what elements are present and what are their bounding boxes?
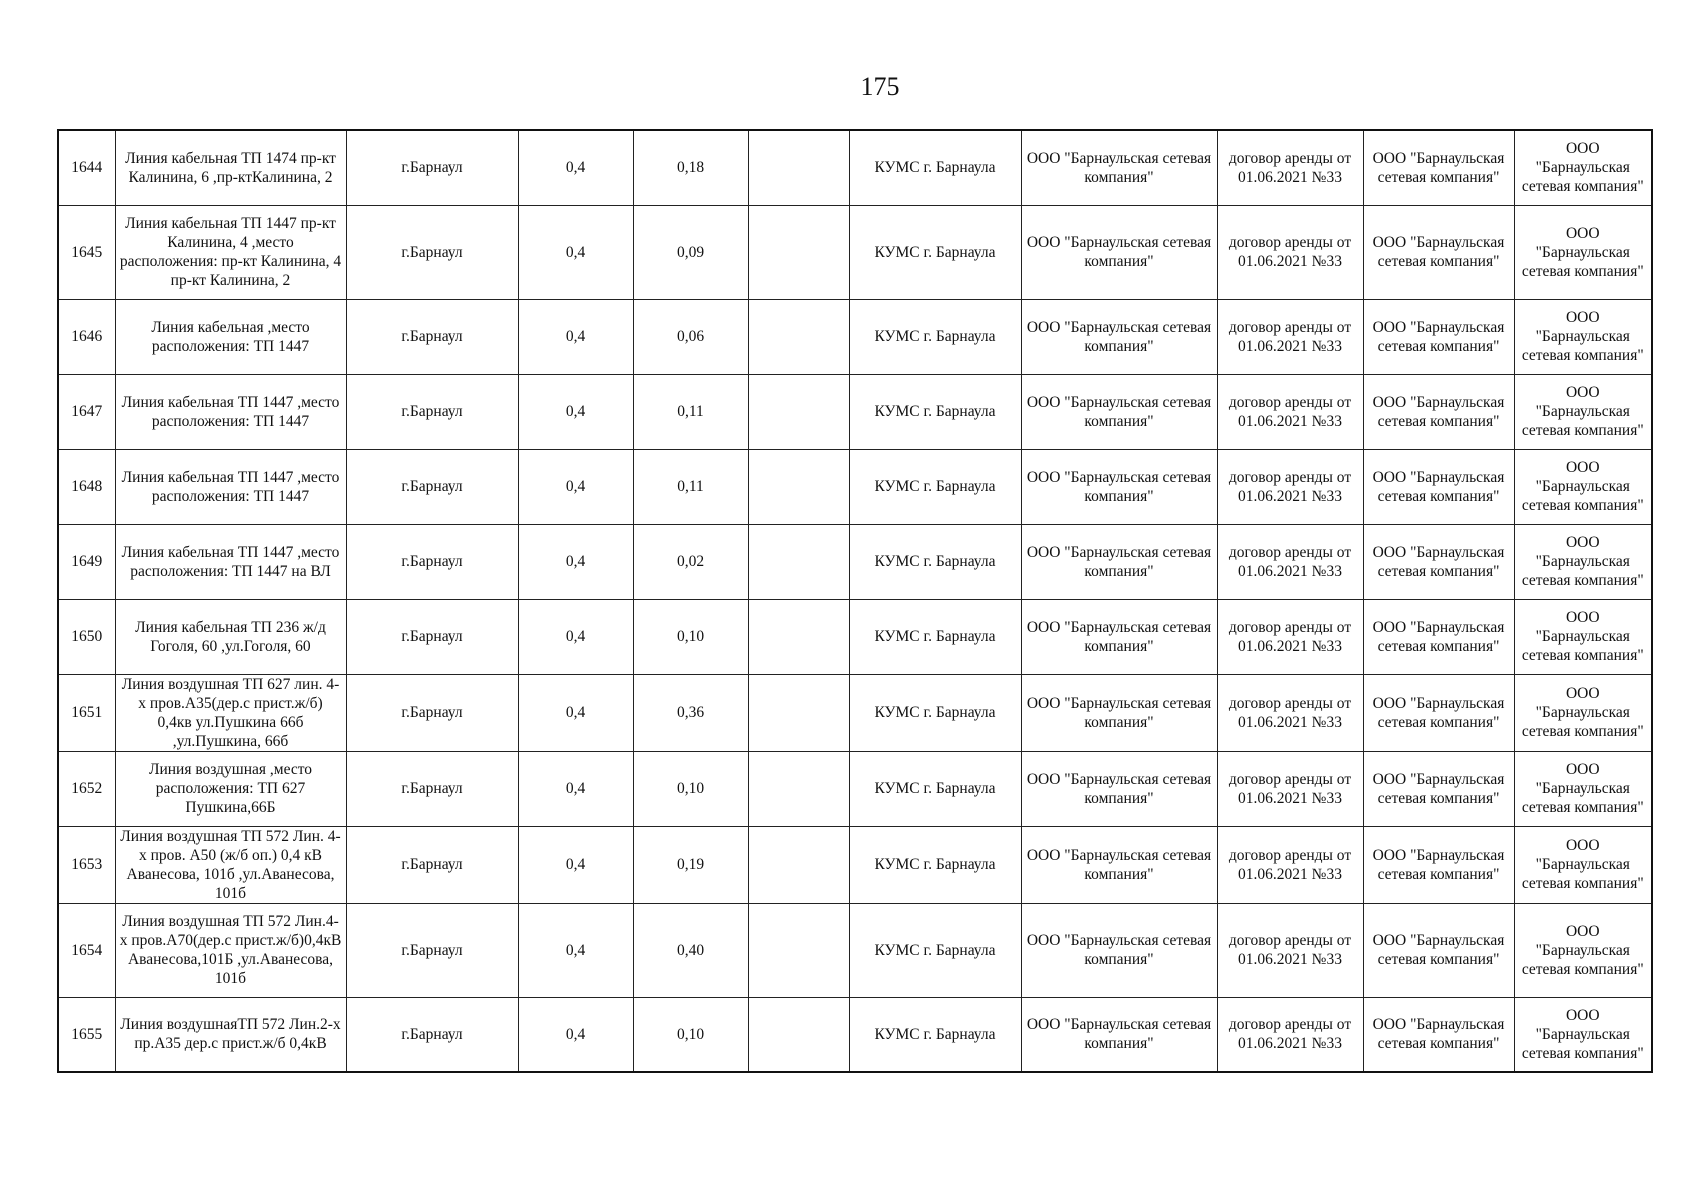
cell-voltage: 0,4 (518, 751, 633, 826)
cell-voltage: 0,4 (518, 599, 633, 674)
table-row (58, 130, 1652, 205)
cell-voltage: 0,4 (518, 130, 633, 205)
cell-operator: ООО "Барнаульская сетевая компания" (1514, 449, 1652, 524)
cell-length: 0,10 (633, 599, 748, 674)
cell-user: ООО "Барнаульская сетевая компания" (1363, 997, 1514, 1072)
cell-city: г.Барнаул (346, 205, 518, 299)
cell-num: 1650 (58, 599, 115, 674)
cell-basis: договор аренды от 01.06.2021 №33 (1217, 524, 1363, 599)
cell-empty (748, 299, 849, 374)
cell-empty (748, 751, 849, 826)
cell-name: Линия кабельная ТП 1447 пр-кт Калинина, 4 ,место расположения: пр-кт Калинина, 4 пр-кт Калинина, 2 (115, 205, 346, 299)
cell-voltage: 0,4 (518, 903, 633, 997)
cell-holder: ООО "Барнаульская сетевая компания" (1021, 524, 1217, 599)
cell-city: г.Барнаул (346, 449, 518, 524)
cell-holder: ООО "Барнаульская сетевая компания" (1021, 997, 1217, 1072)
cell-user: ООО "Барнаульская сетевая компания" (1363, 599, 1514, 674)
cell-num: 1653 (58, 826, 115, 903)
cell-num: 1644 (58, 130, 115, 205)
cell-user: ООО "Барнаульская сетевая компания" (1363, 674, 1514, 751)
cell-length: 0,36 (633, 674, 748, 751)
cell-operator: ООО "Барнаульская сетевая компания" (1514, 751, 1652, 826)
cell-length: 0,09 (633, 205, 748, 299)
cell-num: 1655 (58, 997, 115, 1072)
cell-owner: КУМС г. Барнаула (849, 205, 1021, 299)
registry-table (57, 129, 1653, 1073)
cell-name: Линия кабельная ,место расположения: ТП 1447 (115, 299, 346, 374)
cell-city: г.Барнаул (346, 299, 518, 374)
table-row (58, 599, 1652, 674)
cell-owner: КУМС г. Барнаула (849, 374, 1021, 449)
cell-empty (748, 374, 849, 449)
cell-length: 0,06 (633, 299, 748, 374)
cell-num: 1648 (58, 449, 115, 524)
cell-basis: договор аренды от 01.06.2021 №33 (1217, 674, 1363, 751)
cell-operator: ООО "Барнаульская сетевая компания" (1514, 599, 1652, 674)
cell-name: Линия кабельная ТП 1447 ,место расположения: ТП 1447 (115, 449, 346, 524)
cell-name: Линия воздушная ТП 572 Лин. 4-х пров. А50 (ж/б оп.) 0,4 кВ Аванесова, 101б ,ул.Аванесова, 101б (115, 826, 346, 903)
cell-holder: ООО "Барнаульская сетевая компания" (1021, 130, 1217, 205)
cell-city: г.Барнаул (346, 599, 518, 674)
cell-operator: ООО "Барнаульская сетевая компания" (1514, 205, 1652, 299)
cell-voltage: 0,4 (518, 205, 633, 299)
cell-name: Линия воздушная ТП 627 лин. 4-х пров.А35(дер.с прист.ж/б) 0,4кв ул.Пушкина 66б ,ул.Пушкина, 66б (115, 674, 346, 751)
cell-basis: договор аренды от 01.06.2021 №33 (1217, 751, 1363, 826)
cell-name: Линия кабельная ТП 1447 ,место расположения: ТП 1447 (115, 374, 346, 449)
cell-user: ООО "Барнаульская сетевая компания" (1363, 299, 1514, 374)
cell-operator: ООО "Барнаульская сетевая компания" (1514, 674, 1652, 751)
cell-num: 1646 (58, 299, 115, 374)
cell-holder: ООО "Барнаульская сетевая компания" (1021, 751, 1217, 826)
cell-voltage: 0,4 (518, 449, 633, 524)
table-row (58, 997, 1652, 1072)
cell-city: г.Барнаул (346, 903, 518, 997)
cell-user: ООО "Барнаульская сетевая компания" (1363, 449, 1514, 524)
cell-length: 0,19 (633, 826, 748, 903)
cell-empty (748, 903, 849, 997)
table-row (58, 903, 1652, 997)
cell-operator: ООО "Барнаульская сетевая компания" (1514, 903, 1652, 997)
cell-basis: договор аренды от 01.06.2021 №33 (1217, 599, 1363, 674)
cell-num: 1651 (58, 674, 115, 751)
cell-basis: договор аренды от 01.06.2021 №33 (1217, 997, 1363, 1072)
cell-operator: ООО "Барнаульская сетевая компания" (1514, 299, 1652, 374)
cell-voltage: 0,4 (518, 524, 633, 599)
cell-voltage: 0,4 (518, 299, 633, 374)
cell-owner: КУМС г. Барнаула (849, 903, 1021, 997)
cell-city: г.Барнаул (346, 751, 518, 826)
cell-basis: договор аренды от 01.06.2021 №33 (1217, 299, 1363, 374)
cell-empty (748, 524, 849, 599)
cell-city: г.Барнаул (346, 674, 518, 751)
table-row (58, 374, 1652, 449)
cell-empty (748, 599, 849, 674)
table-row (58, 449, 1652, 524)
cell-voltage: 0,4 (518, 374, 633, 449)
cell-name: Линия кабельная ТП 1447 ,место расположения: ТП 1447 на ВЛ (115, 524, 346, 599)
cell-holder: ООО "Барнаульская сетевая компания" (1021, 903, 1217, 997)
cell-length: 0,40 (633, 903, 748, 997)
table-row (58, 205, 1652, 299)
cell-length: 0,18 (633, 130, 748, 205)
cell-holder: ООО "Барнаульская сетевая компания" (1021, 826, 1217, 903)
cell-length: 0,02 (633, 524, 748, 599)
cell-basis: договор аренды от 01.06.2021 №33 (1217, 826, 1363, 903)
cell-user: ООО "Барнаульская сетевая компания" (1363, 130, 1514, 205)
cell-voltage: 0,4 (518, 997, 633, 1072)
cell-length: 0,10 (633, 751, 748, 826)
cell-name: Линия воздушнаяТП 572 Лин.2-х пр.А35 дер.с прист.ж/б 0,4кВ (115, 997, 346, 1072)
cell-empty (748, 130, 849, 205)
cell-user: ООО "Барнаульская сетевая компания" (1363, 205, 1514, 299)
cell-city: г.Барнаул (346, 997, 518, 1072)
cell-user: ООО "Барнаульская сетевая компания" (1363, 374, 1514, 449)
cell-holder: ООО "Барнаульская сетевая компания" (1021, 599, 1217, 674)
cell-length: 0,11 (633, 374, 748, 449)
cell-voltage: 0,4 (518, 674, 633, 751)
page-number: 175 (860, 72, 900, 101)
cell-empty (748, 826, 849, 903)
cell-owner: КУМС г. Барнаула (849, 751, 1021, 826)
table-row (58, 299, 1652, 374)
cell-owner: КУМС г. Барнаула (849, 299, 1021, 374)
cell-user: ООО "Барнаульская сетевая компания" (1363, 903, 1514, 997)
cell-holder: ООО "Барнаульская сетевая компания" (1021, 299, 1217, 374)
cell-operator: ООО "Барнаульская сетевая компания" (1514, 997, 1652, 1072)
cell-city: г.Барнаул (346, 130, 518, 205)
cell-owner: КУМС г. Барнаула (849, 826, 1021, 903)
table-row (58, 524, 1652, 599)
cell-holder: ООО "Барнаульская сетевая компания" (1021, 374, 1217, 449)
cell-user: ООО "Барнаульская сетевая компания" (1363, 751, 1514, 826)
cell-user: ООО "Барнаульская сетевая компания" (1363, 524, 1514, 599)
cell-city: г.Барнаул (346, 374, 518, 449)
cell-empty (748, 674, 849, 751)
cell-holder: ООО "Барнаульская сетевая компания" (1021, 449, 1217, 524)
table-row (58, 826, 1652, 903)
cell-length: 0,11 (633, 449, 748, 524)
cell-num: 1645 (58, 205, 115, 299)
cell-holder: ООО "Барнаульская сетевая компания" (1021, 205, 1217, 299)
cell-basis: договор аренды от 01.06.2021 №33 (1217, 449, 1363, 524)
cell-owner: КУМС г. Барнаула (849, 674, 1021, 751)
cell-owner: КУМС г. Барнаула (849, 130, 1021, 205)
cell-operator: ООО "Барнаульская сетевая компания" (1514, 374, 1652, 449)
cell-num: 1652 (58, 751, 115, 826)
cell-basis: договор аренды от 01.06.2021 №33 (1217, 903, 1363, 997)
table-row (58, 751, 1652, 826)
cell-basis: договор аренды от 01.06.2021 №33 (1217, 130, 1363, 205)
cell-holder: ООО "Барнаульская сетевая компания" (1021, 674, 1217, 751)
cell-name: Линия воздушная ,место расположения: ТП 627 Пушкина,66Б (115, 751, 346, 826)
cell-basis: договор аренды от 01.06.2021 №33 (1217, 374, 1363, 449)
cell-owner: КУМС г. Барнаула (849, 997, 1021, 1072)
cell-owner: КУМС г. Барнаула (849, 599, 1021, 674)
cell-length: 0,10 (633, 997, 748, 1072)
cell-voltage: 0,4 (518, 826, 633, 903)
cell-owner: КУМС г. Барнаула (849, 524, 1021, 599)
cell-operator: ООО "Барнаульская сетевая компания" (1514, 826, 1652, 903)
cell-name: Линия воздушная ТП 572 Лин.4-х пров.А70(дер.с прист.ж/б)0,4кВ Аванесова,101Б ,ул.Аванесова, 101б (115, 903, 346, 997)
cell-basis: договор аренды от 01.06.2021 №33 (1217, 205, 1363, 299)
cell-user: ООО "Барнаульская сетевая компания" (1363, 826, 1514, 903)
cell-empty (748, 205, 849, 299)
cell-operator: ООО "Барнаульская сетевая компания" (1514, 524, 1652, 599)
cell-num: 1647 (58, 374, 115, 449)
cell-num: 1649 (58, 524, 115, 599)
cell-empty (748, 997, 849, 1072)
cell-operator: ООО "Барнаульская сетевая компания" (1514, 130, 1652, 205)
cell-owner: КУМС г. Барнаула (849, 449, 1021, 524)
cell-city: г.Барнаул (346, 524, 518, 599)
table-row (58, 674, 1652, 751)
cell-num: 1654 (58, 903, 115, 997)
cell-empty (748, 449, 849, 524)
cell-city: г.Барнаул (346, 826, 518, 903)
cell-name: Линия кабельная ТП 1474 пр-кт Калинина, 6 ,пр-ктКалинина, 2 (115, 130, 346, 205)
cell-name: Линия кабельная ТП 236 ж/д Гоголя, 60 ,ул.Гоголя, 60 (115, 599, 346, 674)
